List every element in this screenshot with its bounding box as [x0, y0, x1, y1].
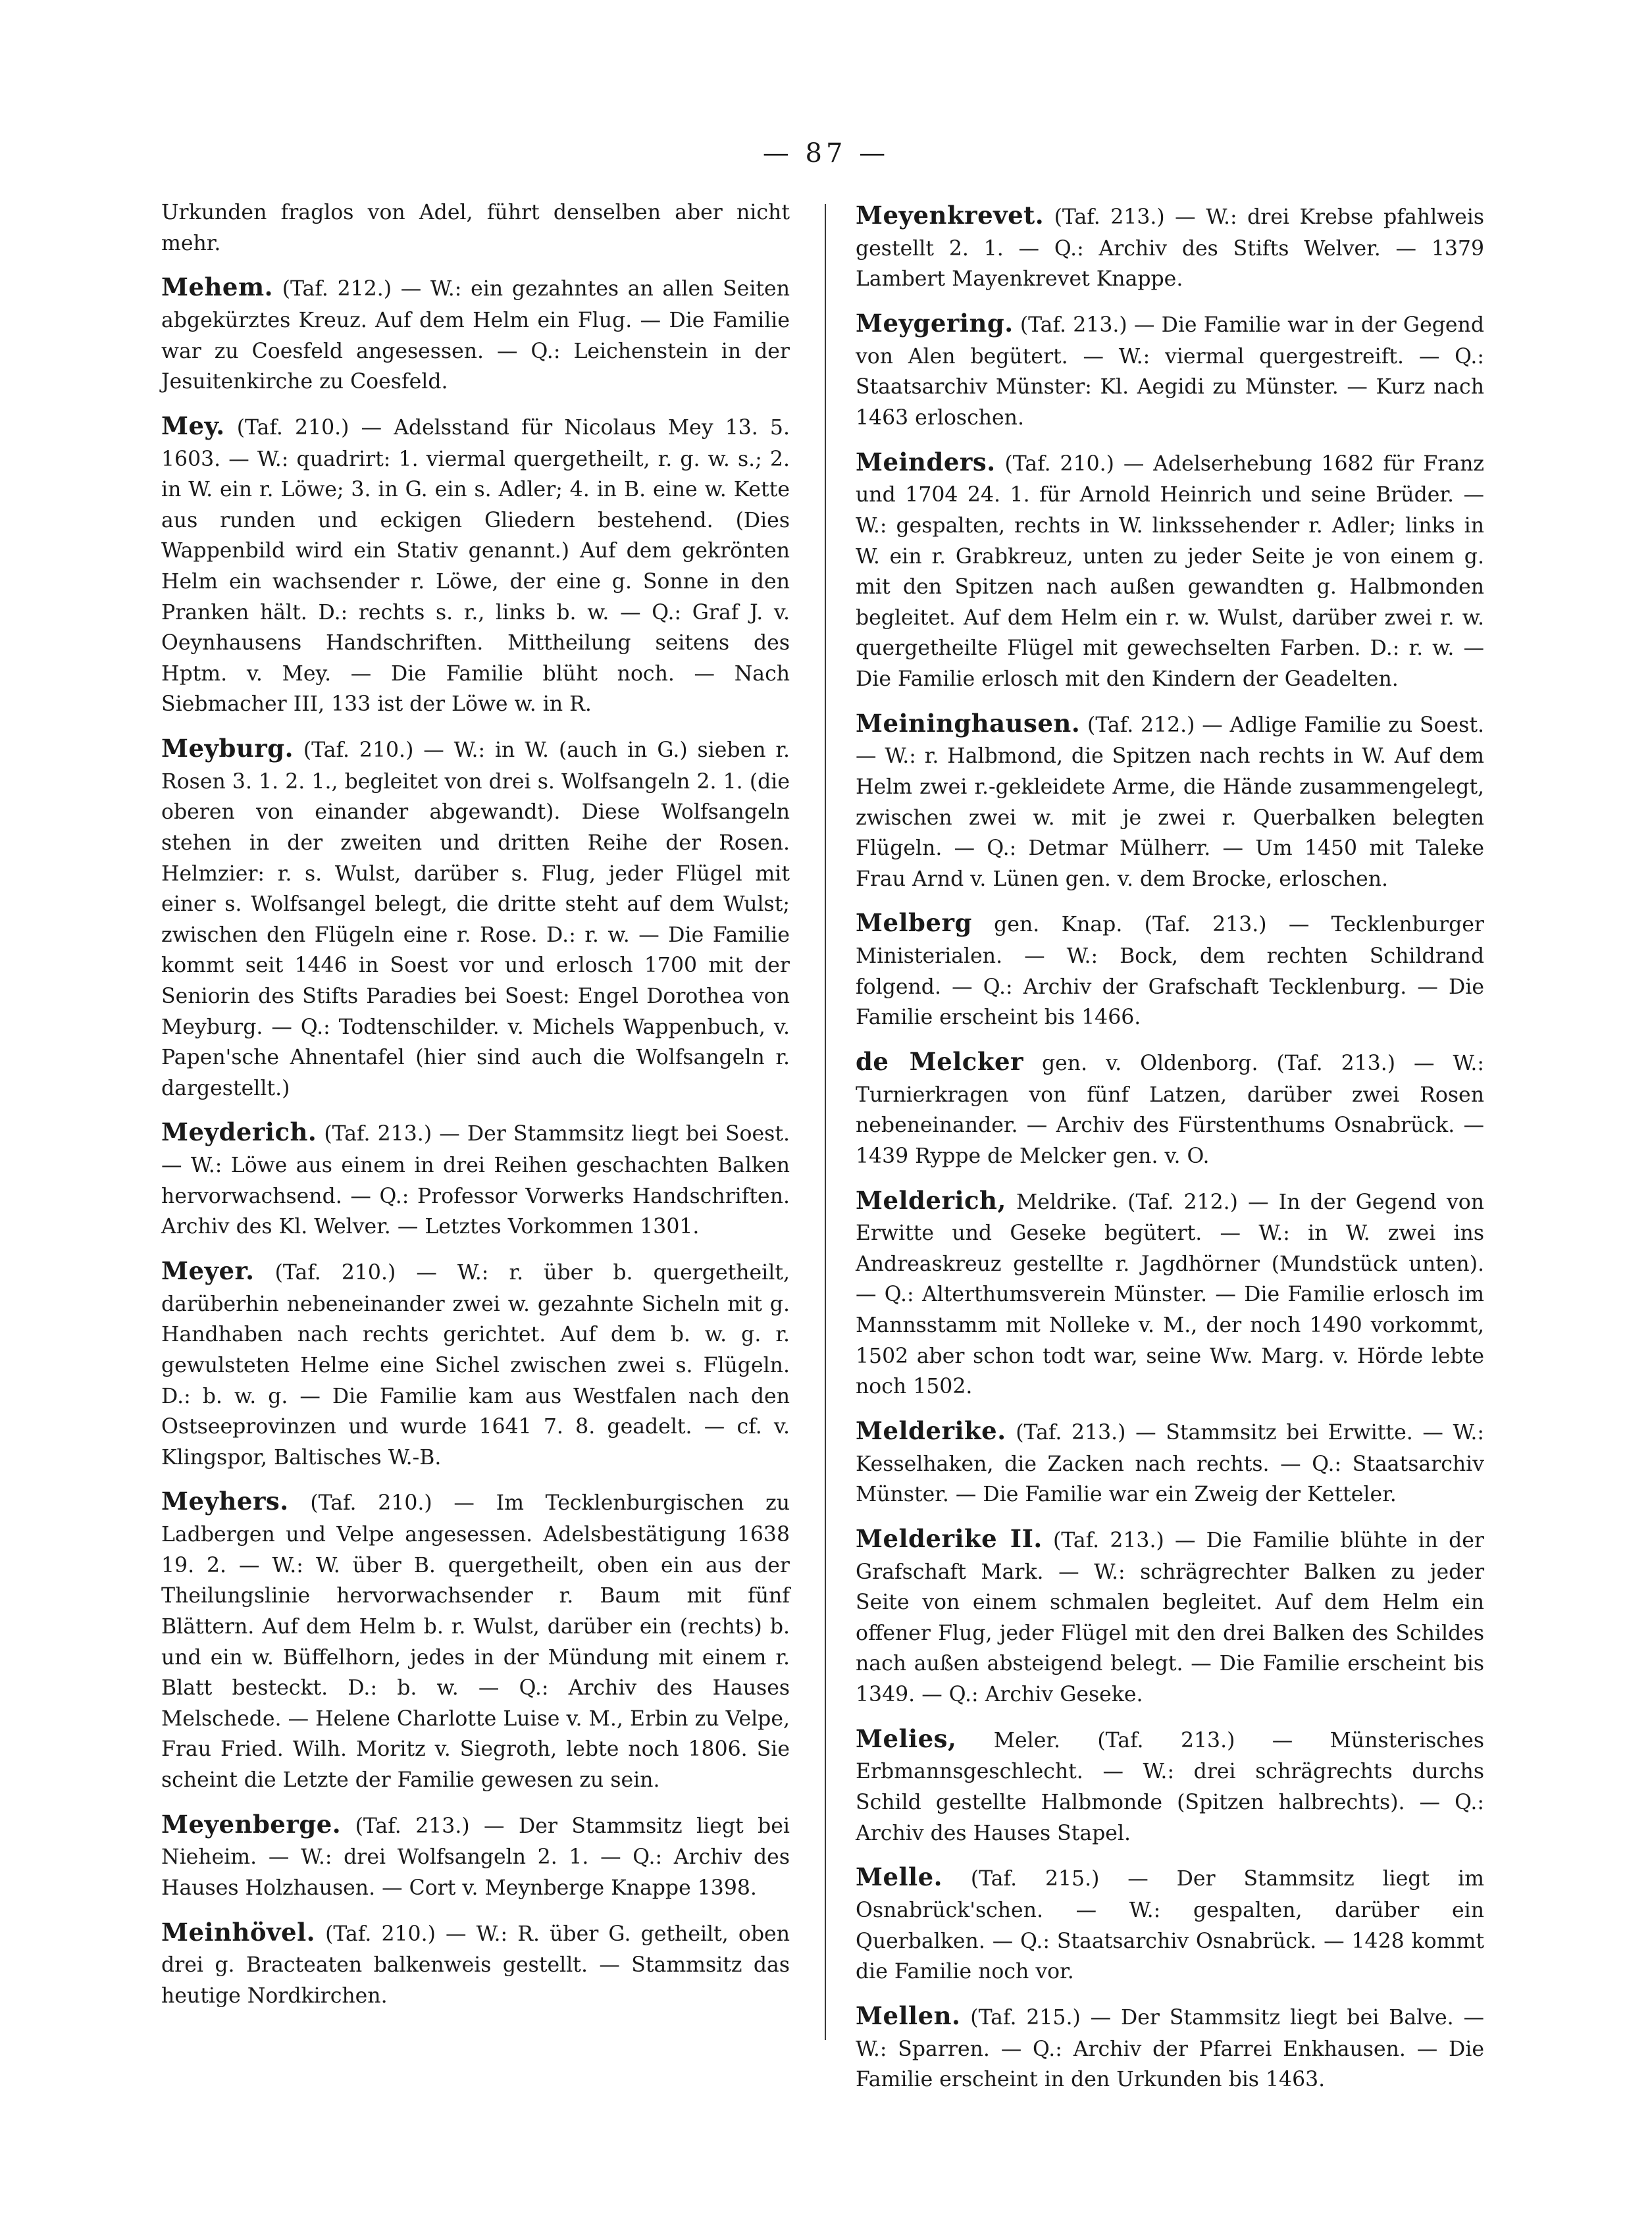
- entry-text: Meldrike. (Taf. 212.) — In der Gegend von Erwitte und Geseke begütert. — W.: in W. zwei ins Andreaskreuz gestellte r. Jagdhörner (Mundstück unten). — Q.: Alterthumsverein Münster. — Die Familie erlosch im Mannsstamm mit Nolleke v. M., der noch 1490 vorkommt, 1502 aber schon todt war, seine Ww. Marg. v. Hörde lebte noch 1502.: [856, 1190, 1484, 1399]
- entry-headword: Mellen.: [856, 2001, 961, 2030]
- left-column: [161, 197, 790, 2022]
- entry-headword: de Melcker: [856, 1046, 1024, 1076]
- entry: [856, 1998, 1484, 2095]
- entry: [856, 444, 1484, 695]
- entry-text: (Taf. 210.) — Adelsstand für Nicolaus Mey 13. 5. 1603. — W.: quadrirt: 1. viermal quergetheilt, r. g. w. s.; 2. in W. ein r. Löwe; 3. in G. ein s. Adler; 4. in B. eine w. Kette aus runden und eckigen Gliedern bestehend. (Dies Wappenbild wird ein Stativ genannt.) Auf dem gekrönten Helm ein wachsender r. Löwe, der eine g. Sonne in den Pranken hält. D.: rechts s. r., links b. w. — Q.: Graf J. v. Oeynhausens Handschriften. Mittheilung seitens des Hptm. v. Mey. — Die Familie blüht noch. — Nach Siebmacher III, 133 ist der Löwe w. in R.: [161, 415, 790, 717]
- entry: [856, 305, 1484, 434]
- entry-text: (Taf. 215.) — Der Stammsitz liegt im Osnabrück'schen. — W.: gespalten, darüber ein Querbalken. — Q.: Staatsarchiv Osnabrück. — 1428 kommt die Familie noch vor.: [856, 1867, 1484, 1984]
- entry-headword: Melderich,: [856, 1185, 1006, 1215]
- entry-text: (Taf. 212.) — Adlige Familie zu Soest. — W.: r. Halbmond, die Spitzen nach rechts in W. Auf dem Helm zwei r.-gekleidete Arme, die Hände zusammengelegt, zwischen zwei w. mit je zwei r. Querbalken belegten Flügeln. — Q.: Detmar Mülherr. — Um 1450 mit Taleke Frau Arnd v. Lünen gen. v. dem Brocke, erloschen.: [856, 713, 1484, 891]
- entry-text: Meler. (Taf. 213.) — Münsterisches Erbmannsgeschlecht. — W.: drei schrägrechts durchs Schild gestellte Halbmonde (Spitzen halbrechts). — Q.: Archiv des Hauses Stapel.: [856, 1728, 1484, 1845]
- entry-headword: Melderike.: [856, 1416, 1006, 1445]
- entry-text: (Taf. 213.) — Die Familie blühte in der Grafschaft Mark. — W.: schrägrechter Balken zu jeder Seite von einem schmalen begleitet. Auf dem Helm ein offener Flug, jeder Flügel mit den drei Balken des Schildes nach außen absteigend belegt. — Die Familie erscheint bis 1349. — Q.: Archiv Geseke.: [856, 1528, 1484, 1707]
- entry: [856, 1521, 1484, 1710]
- page-number: — 87 —: [762, 138, 890, 168]
- entry-headword: Meininghausen.: [856, 708, 1081, 738]
- entry-text: (Taf. 213.) — Der Stammsitz liegt bei Soest. — W.: Löwe aus einem in drei Reihen geschachten Balken hervorwachsend. — Q.: Professor Vorwerks Handschriften. Archiv des Kl. Welver. — Letztes Vorkommen 1301.: [161, 1122, 790, 1239]
- entry-text: gen. v. Oldenborg. (Taf. 213.) — W.: Turnierkragen von fünf Latzen, darüber zwei Rosen nebeneinander. — Archiv des Fürstenthums Osnabrück. — 1439 Ryppe de Melcker gen. v. O.: [856, 1051, 1484, 1168]
- entry-text: (Taf. 212.) — W.: ein gezahntes an allen Seiten abgekürztes Kreuz. Auf dem Helm ein Flug. — Die Familie war zu Coesfeld angesessen. — Q.: Leichenstein in der Jesuitenkirche zu Coesfeld.: [161, 277, 790, 394]
- entry-headword: Meinhövel.: [161, 1917, 316, 1947]
- right-entries: [856, 197, 1484, 2095]
- entry-text: (Taf. 213.) — Stammsitz bei Erwitte. — W.: Kesselhaken, die Zacken nach rechts. — Q.: Staatsarchiv Münster. — Die Familie war ein Zweig der Ketteler.: [856, 1420, 1484, 1507]
- entry-text: (Taf. 213.) — Die Familie war in der Gegend von Alen begütert. — W.: viermal quergestreift. — Q.: Staatsarchiv Münster: Kl. Aegidi zu Münster. — Kurz nach 1463 erloschen.: [856, 313, 1484, 430]
- entry-headword: Melberg: [856, 908, 972, 938]
- entry-text: (Taf. 210.) — Adelserhebung 1682 für Franz und 1704 24. 1. für Arnold Heinrich und seine Brüder. — W.: gespalten, rechts in W. linkssehender r. Adler; links in W. ein r. Grabkreuz, unten zu jeder Seite je von einem g. mit den Spitzen nach außen gewandten g. Halbmonden begleitet. Auf dem Helm ein r. w. Wulst, darüber zwei r. w. quergetheilte Flügel mit gewechselten Farben. D.: r. w. — Die Familie erlosch mit den Kindern der Geadelten.: [856, 451, 1484, 691]
- continuation-text: Urkunden fraglos von Adel, führt denselben aber nicht mehr.: [161, 201, 790, 255]
- entry: [161, 1253, 790, 1473]
- entry-text: (Taf. 210.) — W.: r. über b. quergetheilt, darüberhin nebeneinander zwei w. gezahnte Sicheln mit g. Handhaben nach rechts gerichtet. Auf dem b. w. g. r. gewulsteten Helme eine Sichel zwischen zwei s. Flügeln. D.: b. w. g. — Die Familie kam aus Westfalen nach den Ostseeprovinzen und wurde 1641 7. 8. geadelt. — cf. v. Klingspor, Baltisches W.-B.: [161, 1261, 790, 1470]
- entry-headword: Meyer.: [161, 1256, 255, 1286]
- entry-headword: Meyburg.: [161, 734, 294, 763]
- entry: [856, 705, 1484, 895]
- entry: [856, 197, 1484, 295]
- left-entries: [161, 269, 790, 2011]
- entry-headword: Melle.: [856, 1862, 943, 1892]
- entry-headword: Meyderich.: [161, 1117, 317, 1147]
- entry-headword: Meyhers.: [161, 1487, 289, 1516]
- entry: [161, 1806, 790, 1904]
- column-divider: [825, 204, 826, 2040]
- entry: [856, 1859, 1484, 1987]
- entry-text: (Taf. 210.) — Im Tecklenburgischen zu Ladbergen und Velpe angesessen. Adelsbestätigung 1638 19. 2. — W.: W. über B. quergetheilt, oben ein aus der Theilungslinie hervorwachsender r. Baum mit fünf Blättern. Auf dem Helm b. r. Wulst, darüber ein (rechts) b. und ein w. Büffelhorn, jedes in der Mündung mit einem r. Blatt besteckt. D.: b. w. — Q.: Archiv des Hauses Melschede. — Helene Charlotte Luise v. M., Erbin zu Velpe, Frau Fried. Wilh. Moritz v. Siegroth, lebte noch 1806. Sie scheint die Letzte der Familie gewesen zu sein.: [161, 1491, 790, 1793]
- entry: [161, 1114, 790, 1242]
- entry-headword: Melderike II.: [856, 1523, 1043, 1553]
- entry: [161, 408, 790, 720]
- entry-text: gen. Knap. (Taf. 213.) — Tecklenburger Ministerialen. — W.: Bock, dem rechten Schildrand folgend. — Q.: Archiv der Grafschaft Tecklenburg. — Die Familie erscheint bis 1466.: [856, 913, 1484, 1030]
- entry: [856, 905, 1484, 1033]
- right-column: [856, 197, 1484, 2106]
- entry-headword: Meyenberge.: [161, 1809, 342, 1839]
- entry: [161, 1483, 790, 1795]
- entry-headword: Mey.: [161, 411, 225, 440]
- entry: [161, 269, 790, 397]
- entry: [161, 730, 790, 1104]
- entry: [856, 1044, 1484, 1172]
- entry-text: (Taf. 213.) — W.: drei Krebse pfahlweis gestellt 2. 1. — Q.: Archiv des Stifts Welver. — 1379 Lambert Mayenkrevet Knappe.: [856, 205, 1484, 292]
- entry: [856, 1413, 1484, 1510]
- entry-headword: Meygering.: [856, 308, 1014, 338]
- entry-headword: Mehem.: [161, 272, 273, 302]
- entry-text: (Taf. 210.) — W.: R. über G. getheilt, oben drei g. Bracteaten balkenweis gestellt. — Stammsitz das heutige Nordkirchen.: [161, 1922, 790, 2008]
- entry-headword: Meyenkrevet.: [856, 201, 1045, 230]
- entry-headword: Meinders.: [856, 447, 996, 476]
- entry-text: (Taf. 210.) — W.: in W. (auch in G.) sieben r. Rosen 3. 1. 2. 1., begleitet von drei s. Wolfsangeln 2. 1. (die oberen von einander abgewandt). Diese Wolfsangeln stehen in der zweiten und dritten Reihe der Rosen. Helmzier: r. s. Wulst, darüber s. Flug, jeder Flügel mit einer s. Wolfsangel belegt, die dritte steht auf dem Wulst; zwischen den Flügeln eine r. Rose. D.: r. w. — Die Familie kommt seit 1446 in Soest vor und erlosch 1700 mit der Seniorin des Stifts Paradies bei Soest: Engel Dorothea von Meyburg. — Q.: Todtenschilder. v. Michels Wappenbuch, v. Papen'sche Ahnentafel (hier sind auch die Wolfsangeln r. dargestellt.): [161, 738, 790, 1100]
- entry-text: (Taf. 213.) — Der Stammsitz liegt bei Nieheim. — W.: drei Wolfsangeln 2. 1. — Q.: Archiv des Hauses Holzhausen. — Cort v. Meynberge Knappe 1398.: [161, 1814, 790, 1901]
- entry: [161, 1914, 790, 2012]
- entry: [856, 1721, 1484, 1849]
- entry: [856, 1183, 1484, 1402]
- entry-headword: Melies,: [856, 1724, 957, 1753]
- entry-text: (Taf. 215.) — Der Stammsitz liegt bei Balve. — W.: Sparren. — Q.: Archiv der Pfarrei Enkhausen. — Die Familie erscheint in den Urkunden bis 1463.: [856, 2005, 1484, 2092]
